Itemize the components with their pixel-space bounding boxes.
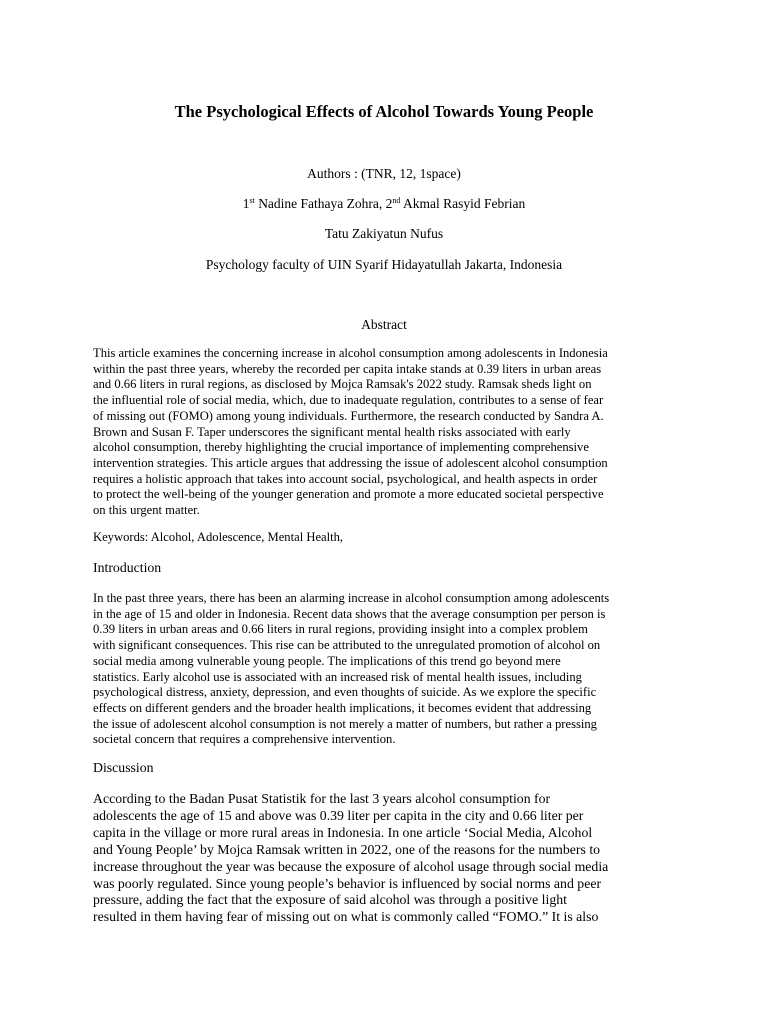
paper-title: The Psychological Effects of Alcohol Towards Young People [174, 102, 594, 121]
author-1-name: Nadine Fathaya Zohra, [254, 196, 386, 211]
discussion-line: capita in the village or more rural areas in Indonesia. In one article ‘Social Media, Alcohol [93, 824, 593, 840]
author-1-ordinal: st [249, 196, 255, 205]
abstract-line: and 0.66 liters in rural regions, as disclosed by Mojca Ramsak's 2022 study. Ramsak sheds light on [93, 377, 592, 392]
discussion-line: pressure, adding the fact that the exposure of said alcohol was through a positive light [93, 892, 567, 908]
introduction-line: social media among vulnerable young people. The implications of this trend go beyond mere [93, 653, 561, 668]
keywords: Keywords: Alcohol, Adolescence, Mental Health, [93, 530, 344, 544]
introduction-line: effects on different genders and the broader health implications, it becomes evident that addressing [93, 700, 592, 715]
abstract-line: on this urgent matter. [93, 503, 200, 518]
abstract-line: alcohol consumption, thereby highlighting the crucial importance of implementing comprehensive [93, 440, 589, 455]
abstract-line: intervention strategies. This article argues that addressing the issue of adolescent alcohol consumption [93, 455, 608, 470]
introduction-heading: Introduction [93, 560, 162, 575]
discussion-line: was poorly regulated. Since young people’s behavior is influenced by social norms and peer [93, 875, 602, 891]
abstract-body [93, 346, 683, 519]
author-3-name: Tatu Zakiyatun Nufus [324, 226, 444, 241]
author-2-number: 2 [385, 196, 393, 211]
author-2-name: Akmal Rasyid Febrian [400, 196, 526, 211]
introduction-line: statistics. Early alcohol use is associated with an increased risk of mental health issues, including [93, 669, 582, 684]
abstract-line: This article examines the concerning increase in alcohol consumption among adolescents in Indonesia [93, 346, 608, 360]
author-2-ordinal: nd [392, 196, 401, 205]
abstract-line: to protect the well-being of the younger generation and promote a more educated societal perspective [93, 487, 604, 502]
introduction-line: with significant consequences. This rise can be attributed to the unregulated promotion of alcohol on [93, 638, 601, 653]
discussion-heading: Discussion [93, 760, 154, 775]
introduction-line: the issue of adolescent alcohol consumption is not merely a matter of numbers, but rather a pressing [93, 716, 597, 731]
introduction-line: in the age of 15 and older in Indonesia. Recent data shows that the average consumption per person is [93, 606, 606, 621]
discussion-line: adolescents the age of 15 and above was 0.39 liter per capita in the city and 0.66 liter per [93, 807, 584, 823]
author-1-number: 1 [242, 196, 250, 211]
authors-line [0, 196, 768, 212]
discussion-line: resulted in them having fear of missing out on what is commonly called “FOMO.” It is also [93, 909, 599, 925]
discussion-line: and Young People’ by Mojca Ramsak written in 2022, one of the reasons for the numbers to [93, 841, 601, 857]
abstract-line: requires a holistic approach that takes into account social, psychological, and health aspects in order [93, 471, 598, 486]
abstract-heading: Abstract [361, 317, 407, 332]
introduction-line: In the past three years, there has been an alarming increase in alcohol consumption among adolescents [93, 591, 610, 605]
abstract-line: the influential role of social media, which, due to inadequate regulation, contributes to a sense of fear [93, 393, 604, 408]
discussion-line: According to the Badan Pusat Statistik for the last 3 years alcohol consumption for [93, 791, 551, 806]
discussion-line: increase throughout the year was because the exposure of alcohol usage through social media [93, 858, 609, 874]
introduction-line: societal concern that requires a comprehensive intervention. [93, 732, 396, 747]
abstract-line: Brown and Susan F. Taper underscores the significant mental health risks associated with early [93, 424, 571, 439]
introduction-line: psychological distress, anxiety, depression, and even thoughts of suicide. As we explore the specific [93, 685, 597, 700]
introduction-line: 0.39 liters in urban areas and 0.66 liters in rural regions, providing insight into a complex problem [93, 622, 588, 637]
introduction-body [93, 591, 683, 748]
affiliation: Psychology faculty of UIN Syarif Hidayatullah Jakarta, Indonesia [205, 257, 563, 272]
authors-note: Authors : (TNR, 12, 1space) [307, 166, 461, 181]
abstract-line: within the past three years, whereby the recorded per capita intake stands at 0.39 liters in urban areas [93, 361, 602, 376]
discussion-body [93, 791, 683, 926]
abstract-line: of missing out (FOMO) among young individuals. Furthermore, the research conducted by Sandra A. [93, 408, 604, 423]
